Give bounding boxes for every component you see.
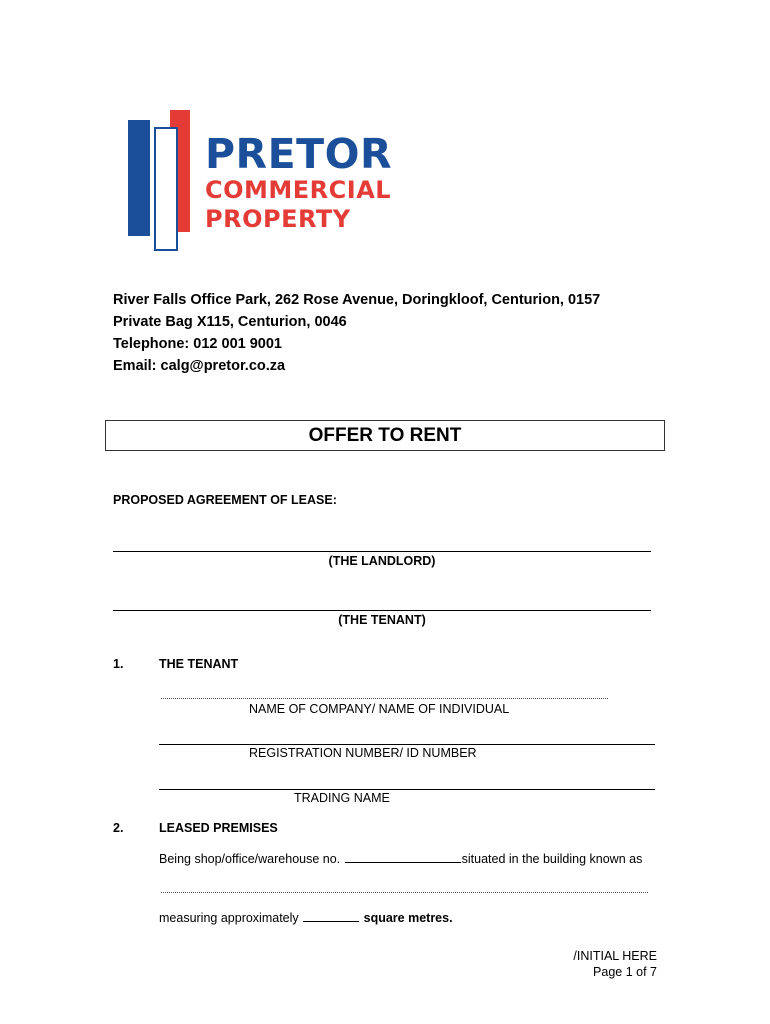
registration-number-label: REGISTRATION NUMBER/ ID NUMBER bbox=[249, 746, 477, 760]
landlord-name-line[interactable] bbox=[113, 551, 651, 552]
premises-description bbox=[159, 851, 642, 866]
address-line-telephone: Telephone: 012 001 9001 bbox=[113, 336, 282, 352]
address-line-street: River Falls Office Park, 262 Rose Avenue, Doringkloof, Centurion, 0157 bbox=[113, 292, 601, 308]
premises-text-a: Being shop/office/warehouse no. bbox=[159, 852, 341, 866]
section-1-heading: THE TENANT bbox=[159, 657, 239, 671]
premises-text-d: square metres. bbox=[363, 911, 453, 925]
landlord-label: (THE LANDLORD) bbox=[328, 554, 436, 568]
trading-name-line[interactable] bbox=[159, 789, 655, 790]
page-footer bbox=[573, 948, 657, 980]
tenant-label: (THE TENANT) bbox=[338, 613, 426, 627]
proposed-agreement-label: PROPOSED AGREEMENT OF LEASE: bbox=[113, 493, 337, 507]
company-name-line[interactable] bbox=[161, 698, 608, 699]
logo-word-commercial: COMMERCIAL bbox=[205, 176, 392, 204]
initial-here-label: /INITIAL HERE bbox=[573, 949, 657, 963]
premises-size bbox=[159, 910, 453, 925]
document-title: OFFER TO RENT bbox=[308, 424, 462, 446]
premises-text-b: situated in the building known as bbox=[461, 852, 643, 866]
registration-number-line[interactable] bbox=[159, 744, 655, 745]
unit-number-blank[interactable] bbox=[345, 851, 461, 863]
section-2-number: 2. bbox=[113, 821, 124, 835]
trading-name-label: TRADING NAME bbox=[294, 791, 390, 805]
logo-word-property: PROPERTY bbox=[205, 205, 351, 233]
address-line-postal: Private Bag X115, Centurion, 0046 bbox=[113, 314, 347, 330]
pretor-logo-icon bbox=[128, 108, 194, 252]
area-blank[interactable] bbox=[303, 910, 359, 922]
premises-text-c: measuring approximately bbox=[159, 911, 299, 925]
building-name-line[interactable] bbox=[161, 892, 648, 893]
logo-word-pretor: PRETOR bbox=[205, 130, 393, 178]
document-title-box bbox=[105, 420, 665, 451]
page-number: Page 1 of 7 bbox=[593, 965, 657, 979]
company-name-label: NAME OF COMPANY/ NAME OF INDIVIDUAL bbox=[249, 702, 510, 716]
address-line-email: Email: calg@pretor.co.za bbox=[113, 358, 286, 374]
tenant-name-line[interactable] bbox=[113, 610, 651, 611]
section-1-number: 1. bbox=[113, 657, 124, 671]
section-2-heading: LEASED PREMISES bbox=[159, 821, 278, 835]
